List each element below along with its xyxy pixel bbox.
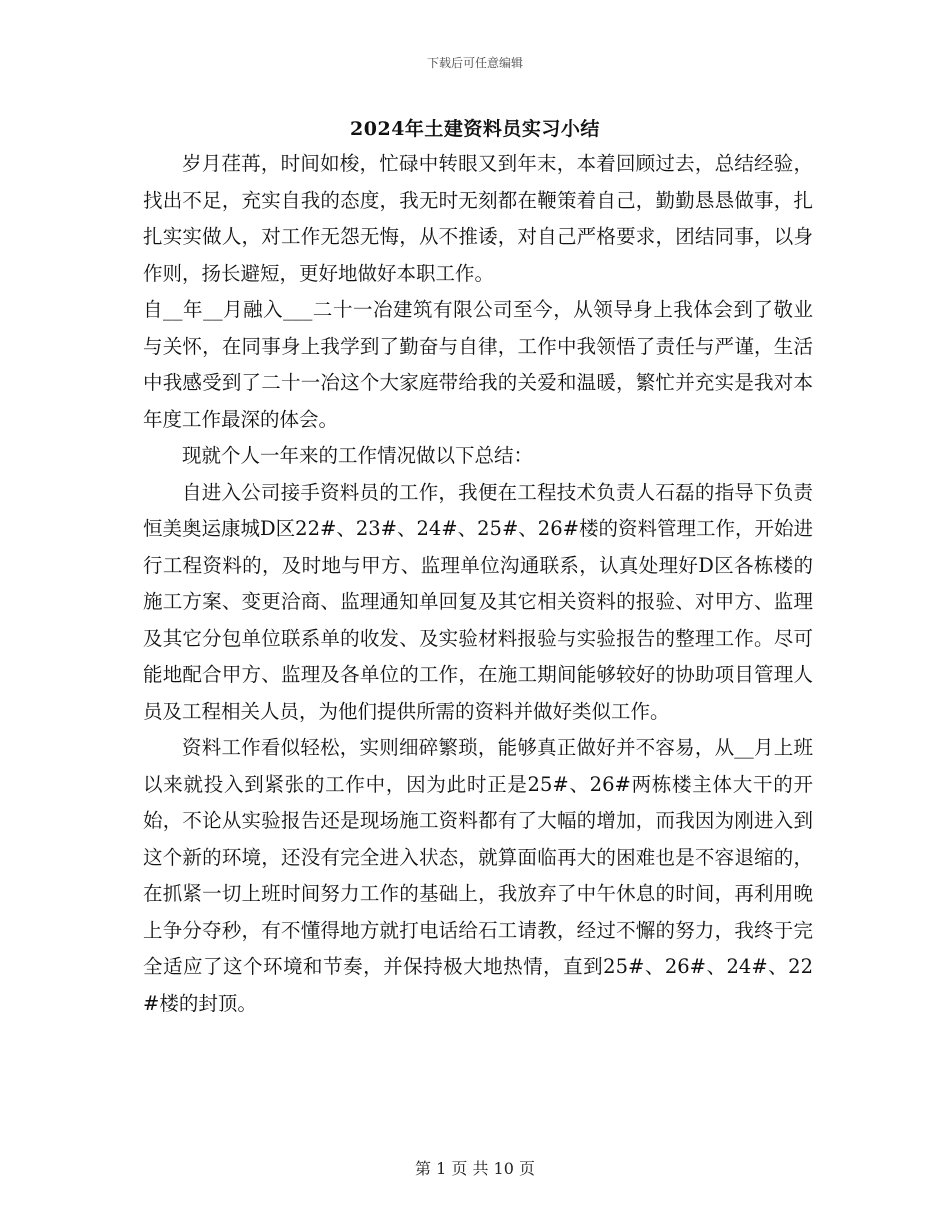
document-title: 2024年土建资料员实习小结 <box>350 118 600 140</box>
header-note: 下载后可任意编辑 <box>426 56 523 70</box>
paragraph-3: 现就个人一年来的工作情况做以下总结： <box>182 444 534 467</box>
paragraph-1: 岁月荏苒，时间如梭，忙碌中转眼又到年末，本着回顾过去，总结经验，找出不足，充实自我的态度，我无时无刻都在鞭策着自己，勤勤恳恳做事，扎扎实实做人，对工作无怨无悔，从不推诿，对自己严格要求，团结同事，以身作则，扬长避短，更好地做好本职工作。 <box>143 152 813 285</box>
page-number: 第 1 页 共 10 页 <box>415 1159 535 1178</box>
paragraph-2: 自__年__月融入___二十一冶建筑有限公司至今，从领导身上我体会到了敬业与关怀，在同事身上我学到了勤奋与自律，工作中我领悟了责任与严谨，生活中我感受到了二十一冶这个大家庭带给我的关爱和温暖，繁忙并充实是我对本年度工作最深的体会。 <box>143 298 813 431</box>
paragraph-4: 自进入公司接手资料员的工作，我便在工程技术负责人石磊的指导下负责恒美奥运康城D区22#、23#、24#、25#、26#楼的资料管理工作，开始进行工程资料的，及时地与甲方、监理单位沟通联系，认真处理好D区各栋楼的施工方案、变更洽商、监理通知单回复及其它相关资料的报验、对甲方、监理及其它分包单位联系单的收发、及实验材料报验与实验报告的整理工作。尽可能地配合甲方、监理及各单位的工作，在施工期间能够较好的协助项目管理人员及工程相关人员，为他们提供所需的资料并做好类似工作。 <box>143 480 813 723</box>
document-body <box>143 146 813 1022</box>
paragraph-5: 资料工作看似轻松，实则细碎繁琐，能够真正做好并不容易，从__月上班以来就投入到紧张的工作中，因为此时正是25#、26#两栋楼主体大干的开始，不论从实验报告还是现场施工资料都有了大幅的增加，而我因为刚进入到这个新的环境，还没有完全进入状态，就算面临再大的困难也是不容退缩的，在抓紧一切上班时间努力工作的基础上，我放弃了中午休息的时间，再利用晚上争分夺秒，有不懂得地方就打电话给石工请教，经过不懈的努力，我终于完全适应了这个环境和节奏，并保持极大地热情，直到25#、26#、24#、22#楼的封顶。 <box>143 736 813 1015</box>
